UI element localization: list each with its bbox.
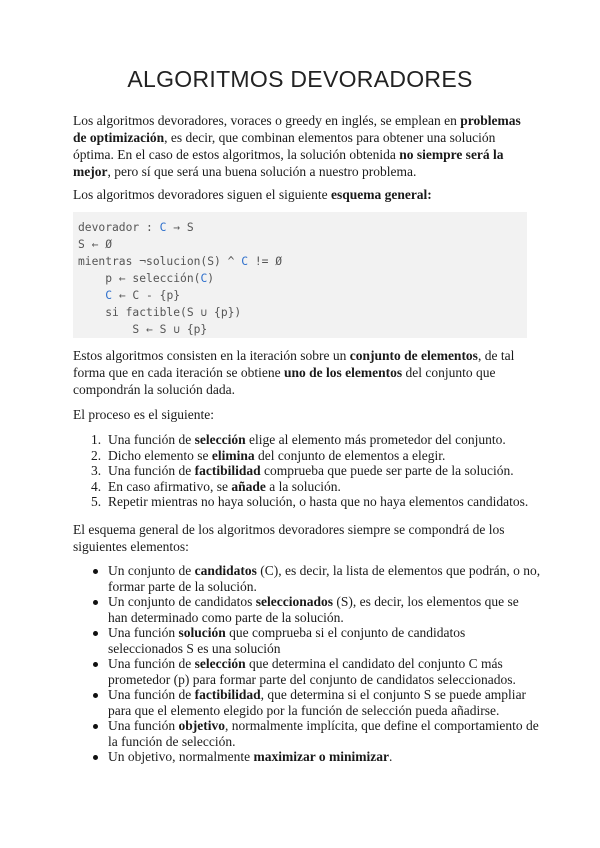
code-line-3: mientras ¬solucion(S) ^ C != Ø [78, 255, 283, 268]
list-item: 5. Repetir mientras no haya solución, o hasta que no haya elementos candidatos. [91, 494, 529, 509]
list-item: Una función solución que comprueba si el conjunto de candidatos seleccionados S es una solución [91, 625, 541, 656]
list-item: Un objetivo, normalmente maximizar o minimizar. [91, 749, 541, 765]
bullet-icon [93, 724, 98, 729]
list-item: 2. Dicho elemento se elimina del conjunto de elementos a elegir. [91, 447, 446, 463]
intro-text-1: Los algoritmos devoradores, voraces o greedy en inglés, se emplean en [73, 113, 461, 128]
list-item: 1. Una función de selección elige al elemento más prometedor del conjunto. [91, 432, 506, 447]
list-item: Una función de selección que determina el candidato del conjunto C más prometedor (p) para formar parte del conjunto de candidatos seleccionados. [91, 656, 541, 687]
list-item: Una función objetivo, normalmente implícita, que define el comportamiento de la función de selección. [91, 718, 541, 749]
scheme-intro-text: Los algoritmos devoradores siguen el siguiente [73, 187, 331, 202]
scheme-intro-bold: esquema general: [330, 187, 432, 202]
iteration-text-3: del conjunto que compondrán la solución dada. [73, 365, 496, 397]
elements-list [91, 563, 541, 765]
list-item: Una función de factibilidad, que determina si el conjunto S se puede ampliar para que el elemento elegido por la función de selección pueda añadirse. [91, 687, 541, 718]
bullet-icon [93, 755, 98, 760]
bullet-icon [93, 662, 98, 667]
process-steps-list [91, 432, 541, 510]
code-line-7: S ← S ∪ {p} [78, 323, 208, 336]
elements-intro: El esquema general de los algoritmos devoradores siempre se compondrá de los siguientes elementos: [73, 522, 505, 554]
intro-bold-1: problemas de optimización [73, 113, 521, 145]
code-line-6: si factible(S ∪ {p}) [78, 306, 242, 319]
list-item: Un conjunto de candidatos seleccionados (S), es decir, los elementos que se han determinado como parte de la solución. [91, 594, 541, 625]
bullet-icon [93, 693, 98, 698]
intro-text-2: , es decir, que combinan elementos para obtener una solución óptima. En el caso de estos algoritmos, la solución obtenida [73, 130, 496, 162]
bullet-icon [93, 600, 98, 605]
intro-paragraph [73, 112, 533, 180]
code-line-2: S ← Ø [78, 238, 113, 251]
process-intro: El proceso es el siguiente: [73, 407, 214, 422]
code-line-1: devorador : C → S [78, 221, 194, 234]
scheme-intro [73, 186, 533, 203]
code-line-4: p ← selección(C) [78, 272, 215, 285]
page-title: ALGORITMOS DEVORADORES [127, 66, 473, 92]
list-item: Un conjunto de candidatos (C), es decir, la lista de elementos que podrán, o no, formar parte de la solución. [91, 563, 541, 594]
list-item: 3. Una función de factibilidad comprueba que puede ser parte de la solución. [91, 463, 514, 478]
bullet-icon [93, 569, 98, 574]
iteration-bold-2: uno de los elementos [284, 365, 403, 380]
intro-text-3: , pero sí que será una buena solución a nuestro problema. [107, 164, 417, 179]
iteration-paragraph [73, 347, 533, 398]
iteration-bold-1: conjunto de elementos [349, 348, 478, 363]
list-item: 4. En caso afirmativo, se añade a la solución. [91, 478, 341, 494]
iteration-text-2: , de tal forma que en cada iteración se obtiene [73, 348, 515, 380]
code-block [73, 212, 527, 338]
code-line-5: C ← C - {p} [105, 289, 181, 302]
iteration-text-1: Estos algoritmos consisten en la iteración sobre un [73, 348, 350, 363]
bullet-icon [93, 631, 98, 636]
intro-bold-2: no siempre será la mejor [73, 147, 504, 179]
